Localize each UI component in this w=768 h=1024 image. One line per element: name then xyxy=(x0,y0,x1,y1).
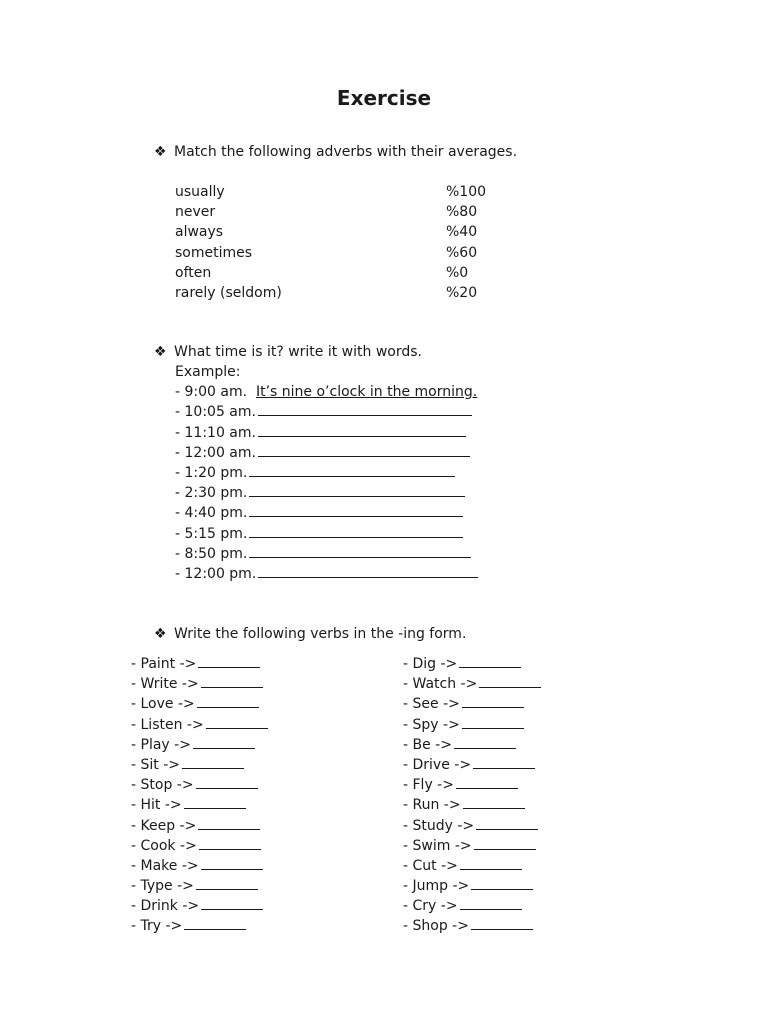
verb-label: - Love -> xyxy=(131,696,195,713)
adverb-row xyxy=(175,182,505,202)
instruction-adverbs-text: Match the following adverbs with their averages. xyxy=(174,144,518,160)
instruction-ing-text: Write the following verbs in the -ing form. xyxy=(174,626,467,642)
time-item xyxy=(175,483,478,503)
answer-blank[interactable] xyxy=(198,654,260,668)
verb-label: - Watch -> xyxy=(403,676,478,693)
diamond-bullet-icon: ❖ xyxy=(154,626,167,642)
time-label: - 4:40 pm. xyxy=(175,505,248,522)
time-item xyxy=(175,463,478,483)
verb-item xyxy=(403,896,541,916)
answer-blank[interactable] xyxy=(196,775,258,789)
adverb-row xyxy=(175,243,505,263)
answer-blank[interactable] xyxy=(197,694,259,708)
time-item xyxy=(175,443,478,463)
verb-label: - Paint -> xyxy=(131,656,197,672)
verb-item xyxy=(403,775,541,795)
adverb-percent: %20 xyxy=(446,284,478,301)
time-label: - 12:00 pm. xyxy=(175,565,257,582)
instruction-ing xyxy=(154,624,466,644)
adverb-row xyxy=(175,283,505,303)
verb-label: - Shop -> xyxy=(403,918,469,935)
verb-item xyxy=(131,735,268,755)
verb-item xyxy=(131,674,268,694)
verb-label: - Study -> xyxy=(403,817,475,834)
verb-item xyxy=(403,694,541,714)
adverb-word: rarely (seldom) xyxy=(175,284,282,301)
answer-blank[interactable] xyxy=(249,544,471,558)
verb-item xyxy=(131,876,268,896)
verbs-right-column xyxy=(403,654,541,937)
instruction-time xyxy=(154,342,422,362)
verb-label: - Drink -> xyxy=(131,898,200,915)
answer-blank[interactable] xyxy=(258,443,470,457)
answer-blank[interactable] xyxy=(193,735,255,749)
adverb-row xyxy=(175,202,505,222)
diamond-bullet-icon: ❖ xyxy=(154,144,167,160)
adverb-row xyxy=(175,263,505,283)
verb-label: - Play -> xyxy=(131,736,191,753)
answer-blank[interactable] xyxy=(201,856,263,870)
time-item xyxy=(175,564,478,584)
verb-label: - Sit -> xyxy=(131,756,180,773)
adverb-word: sometimes xyxy=(175,244,253,261)
verb-item xyxy=(403,674,541,694)
verb-label: - Type -> xyxy=(131,878,194,895)
instruction-time-text: What time is it? write it with words. xyxy=(174,344,422,360)
verb-item xyxy=(131,836,268,856)
time-item xyxy=(175,423,478,443)
adverb-row xyxy=(175,222,505,242)
verb-item xyxy=(131,775,268,795)
answer-blank[interactable] xyxy=(460,896,522,910)
verb-item xyxy=(403,795,541,815)
adverb-word: never xyxy=(175,204,216,221)
verb-label: - See -> xyxy=(403,696,460,713)
example-line xyxy=(175,382,478,402)
time-label: - 11:10 am. xyxy=(175,424,256,441)
verb-label: - Listen -> xyxy=(131,716,204,733)
example-answer: It’s nine o’clock in the morning. xyxy=(255,384,478,401)
answer-blank[interactable] xyxy=(454,735,516,749)
verb-label: - Cry -> xyxy=(403,898,458,915)
verb-label: - Cut -> xyxy=(403,857,458,874)
verb-label: - Drive -> xyxy=(403,756,472,773)
answer-blank[interactable] xyxy=(476,816,538,830)
answer-blank[interactable] xyxy=(462,715,524,729)
verb-label: - Write -> xyxy=(131,676,199,693)
answer-blank[interactable] xyxy=(479,674,541,688)
answer-blank[interactable] xyxy=(473,755,535,769)
verb-label: - Swim -> xyxy=(403,837,472,854)
verb-item xyxy=(131,856,268,876)
verbs-left-column xyxy=(131,654,268,937)
time-label: - 2:30 pm. xyxy=(175,485,248,502)
verb-item xyxy=(403,654,541,674)
answer-blank[interactable] xyxy=(258,564,478,578)
verb-item xyxy=(131,795,268,815)
answer-blank[interactable] xyxy=(198,816,260,830)
verb-item xyxy=(403,755,541,775)
verb-label: - Cook -> xyxy=(131,837,197,854)
adverb-word: usually xyxy=(175,184,225,200)
adverb-word: always xyxy=(175,224,224,241)
adverb-percent: %0 xyxy=(446,264,469,281)
verb-label: - Stop -> xyxy=(131,777,194,794)
verb-label: - Dig -> xyxy=(403,656,458,672)
verb-label: - Keep -> xyxy=(131,817,197,834)
time-item xyxy=(175,544,478,564)
answer-blank[interactable] xyxy=(201,674,263,688)
answer-blank[interactable] xyxy=(249,503,463,517)
answer-blank[interactable] xyxy=(474,836,536,850)
example-label: Example: xyxy=(175,364,241,380)
verb-item xyxy=(131,654,268,674)
verb-item xyxy=(131,715,268,735)
verb-label: - Be -> xyxy=(403,736,452,753)
answer-blank[interactable] xyxy=(463,795,525,809)
answer-blank[interactable] xyxy=(258,402,472,416)
answer-blank[interactable] xyxy=(184,795,246,809)
answer-blank[interactable] xyxy=(249,524,463,538)
verb-item xyxy=(403,735,541,755)
time-label: - 10:05 am. xyxy=(175,404,256,421)
verb-label: - Spy -> xyxy=(403,716,460,733)
page-title: Exercise xyxy=(336,86,432,110)
answer-blank[interactable] xyxy=(460,856,522,870)
verb-label: - Jump -> xyxy=(403,878,470,895)
answer-blank[interactable] xyxy=(249,483,465,497)
verb-label: - Try -> xyxy=(131,918,183,935)
time-item xyxy=(175,503,478,523)
adverb-percent: %40 xyxy=(446,224,478,241)
answer-blank[interactable] xyxy=(258,423,466,437)
time-label: - 12:00 am. xyxy=(175,444,256,461)
time-label: - 5:15 pm. xyxy=(175,525,248,542)
verb-item xyxy=(403,876,541,896)
verb-item xyxy=(131,816,268,836)
verb-label: - Run -> xyxy=(403,797,461,814)
adverb-word: often xyxy=(175,264,212,281)
verb-item xyxy=(131,755,268,775)
verb-item xyxy=(403,836,541,856)
answer-blank[interactable] xyxy=(459,654,521,668)
time-exercise-list xyxy=(175,362,478,584)
adverb-percent: %60 xyxy=(446,244,478,261)
diamond-bullet-icon: ❖ xyxy=(154,344,167,360)
adverb-matching-list xyxy=(175,182,505,303)
example-time: - 9:00 am. xyxy=(175,384,248,401)
adverb-percent: %100 xyxy=(446,184,487,200)
verb-label: - Hit -> xyxy=(131,797,182,814)
time-item xyxy=(175,402,478,422)
verb-item xyxy=(403,715,541,735)
adverb-percent: %80 xyxy=(446,204,478,221)
answer-blank[interactable] xyxy=(199,836,261,850)
answer-blank[interactable] xyxy=(456,775,518,789)
time-label: - 8:50 pm. xyxy=(175,545,248,562)
answer-blank[interactable] xyxy=(184,916,246,930)
answer-blank[interactable] xyxy=(462,694,524,708)
answer-blank[interactable] xyxy=(201,896,263,910)
verb-label: - Fly -> xyxy=(403,777,454,794)
verb-item xyxy=(131,896,268,916)
answer-blank[interactable] xyxy=(471,916,533,930)
verb-item xyxy=(403,816,541,836)
verb-item xyxy=(131,694,268,714)
time-label: - 1:20 pm. xyxy=(175,464,248,481)
answer-blank[interactable] xyxy=(206,715,268,729)
verb-item xyxy=(403,856,541,876)
answer-blank[interactable] xyxy=(249,463,455,477)
time-item xyxy=(175,524,478,544)
instruction-adverbs xyxy=(154,142,517,162)
answer-blank[interactable] xyxy=(196,876,258,890)
answer-blank[interactable] xyxy=(471,876,533,890)
verb-item xyxy=(403,916,541,936)
verb-item xyxy=(131,916,268,936)
answer-blank[interactable] xyxy=(182,755,244,769)
verb-label: - Make -> xyxy=(131,857,199,874)
